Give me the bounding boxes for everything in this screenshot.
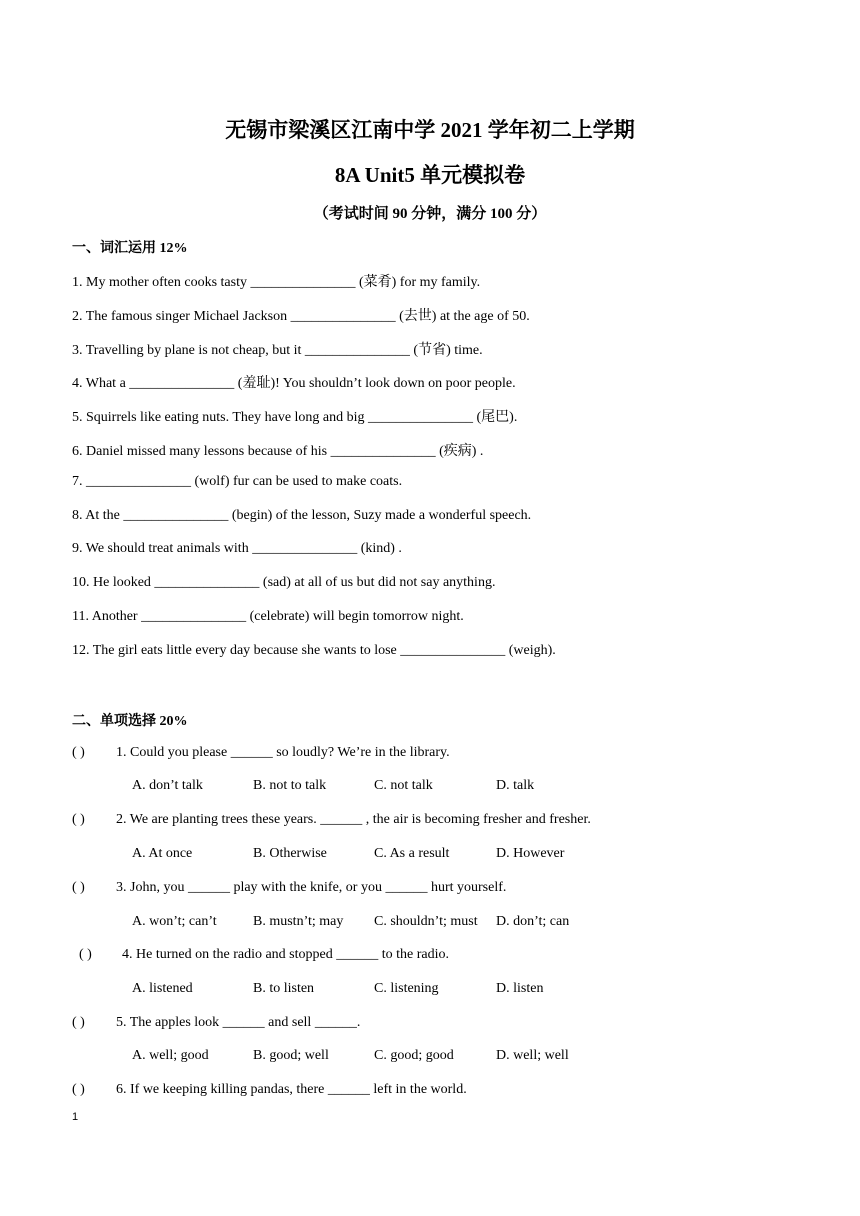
vocab-item: 2. The famous singer Michael Jackson _______________ (去世) at the age of 50. (72, 309, 530, 324)
option-b: B. not to talk (253, 778, 327, 793)
option-b: B. mustn’t; may (253, 914, 344, 929)
option-a: A. well; good (132, 1048, 209, 1063)
answer-blank: ( ) (72, 880, 85, 895)
question-stem: 2. We are planting trees these years. ______ , the air is becoming fresher and fresher. (116, 812, 591, 827)
answer-blank: ( ) (72, 745, 85, 760)
option-c: C. not talk (374, 778, 433, 793)
option-b: B. to listen (253, 981, 315, 996)
vocab-item: 11. Another _______________ (celebrate) will begin tomorrow night. (72, 609, 464, 624)
vocab-item: 10. He looked _______________ (sad) at all of us but did not say anything. (72, 575, 496, 590)
page-subtitle: 8A Unit5 单元模拟卷 (334, 163, 526, 187)
option-a: A. At once (132, 846, 193, 861)
exam-info: （考试时间 90 分钟，满分 100 分） (313, 206, 547, 222)
question-stem: 4. He turned on the radio and stopped ______ to the radio. (122, 947, 449, 962)
option-b: B. Otherwise (253, 846, 327, 861)
option-d: D. talk (496, 778, 535, 793)
page-title: 无锡市梁溪区江南中学 2021 学年初二上学期 (225, 118, 635, 142)
option-c: C. shouldn’t; must (374, 914, 478, 929)
option-c: C. listening (374, 981, 439, 996)
question-stem: 6. If we keeping killing pandas, there ______ left in the world. (116, 1082, 467, 1097)
question-stem: 3. John, you ______ play with the knife, or you ______ hurt yourself. (116, 880, 507, 895)
page-number: 1 (72, 1111, 79, 1123)
vocab-item: 7. _______________ (wolf) fur can be used to make coats. (72, 474, 403, 489)
option-c: C. good; good (374, 1048, 454, 1063)
vocab-item: 3. Travelling by plane is not cheap, but it _______________ (节省) time. (72, 343, 483, 358)
vocab-item: 1. My mother often cooks tasty _______________ (菜肴) for my family. (72, 275, 481, 290)
answer-blank: ( ) (79, 947, 92, 962)
option-d: D. don’t; can (496, 914, 570, 929)
section-heading-multiple-choice: 二、单项选择 20% (72, 714, 188, 729)
question-stem: 5. The apples look ______ and sell ______. (116, 1015, 361, 1030)
section-heading-vocabulary: 一、词汇运用 12% (72, 241, 188, 256)
vocab-item: 12. The girl eats little every day because she wants to lose _______________ (weigh). (72, 643, 556, 658)
vocab-item: 6. Daniel missed many lessons because of his _______________ (疾病) . (72, 444, 484, 459)
answer-blank: ( ) (72, 812, 85, 827)
option-d: D. well; well (496, 1048, 569, 1063)
vocab-item: 9. We should treat animals with _______________ (kind) . (72, 541, 402, 556)
vocab-item: 5. Squirrels like eating nuts. They have long and big _______________ (尾巴). (72, 410, 518, 425)
option-b: B. good; well (253, 1048, 329, 1063)
vocab-item: 4. What a _______________ (羞耻)! You shouldn’t look down on poor people. (72, 376, 516, 391)
option-a: A. don’t talk (132, 778, 203, 793)
answer-blank: ( ) (72, 1082, 85, 1097)
vocab-item: 8. At the _______________ (begin) of the lesson, Suzy made a wonderful speech. (72, 508, 532, 523)
question-stem: 1. Could you please ______ so loudly? We’re in the library. (116, 745, 450, 760)
option-c: C. As a result (374, 846, 450, 861)
option-a: A. listened (132, 981, 193, 996)
answer-blank: ( ) (72, 1015, 85, 1030)
option-a: A. won’t; can’t (132, 914, 217, 929)
option-d: D. However (496, 846, 565, 861)
option-d: D. listen (496, 981, 544, 996)
